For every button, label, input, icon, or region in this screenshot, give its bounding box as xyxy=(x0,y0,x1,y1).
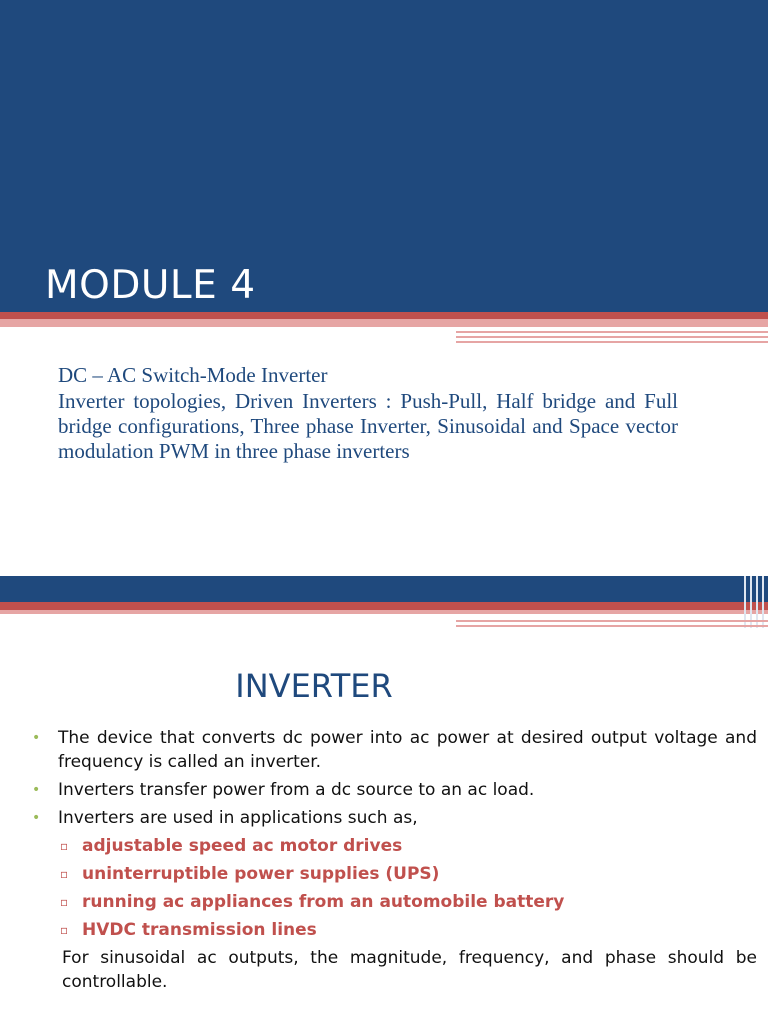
list-item xyxy=(32,726,757,774)
bullet-text: Inverters transfer power from a dc source to an ac load. xyxy=(58,780,535,800)
bullet-icon: • xyxy=(32,730,41,746)
slide-title: INVERTER xyxy=(235,667,393,705)
square-bullet-icon: ▫ xyxy=(60,839,69,853)
sub-list-item xyxy=(32,834,757,858)
bullet-icon: • xyxy=(32,782,41,798)
topics-text: Inverter topologies, Driven Inverters : Push-Pull, Half bridge and Full bridge configurations, Three phase Inverter, Sinusoidal and Space vector modulation PWM in three phase inverters xyxy=(58,389,678,463)
bullet-icon: • xyxy=(32,810,41,826)
application-text: HVDC transmission lines xyxy=(82,920,317,940)
square-bullet-icon: ▫ xyxy=(60,867,69,881)
decor-stripe xyxy=(456,341,768,343)
sub-list-item xyxy=(32,918,757,942)
square-bullet-icon: ▫ xyxy=(60,895,69,909)
application-text: running ac appliances from an automobile battery xyxy=(82,892,565,912)
accent-band-pink xyxy=(0,610,768,614)
bullet-list xyxy=(32,726,757,994)
list-item xyxy=(32,778,757,802)
slide-inverter xyxy=(0,574,768,1024)
application-text: adjustable speed ac motor drives xyxy=(82,836,403,856)
decor-stripe xyxy=(456,336,768,338)
subtitle: DC – AC Switch-Mode Inverter xyxy=(58,363,328,387)
decor-stripe xyxy=(456,331,768,333)
bullet-text: The device that converts dc power into ac power at desired output voltage and frequency is called an inverter. xyxy=(58,728,757,772)
closing-paragraph: For sinusoidal ac outputs, the magnitude, frequency, and phase should be controllable. xyxy=(62,948,757,992)
sub-list-item xyxy=(32,862,757,886)
slide-title: MODULE 4 xyxy=(45,263,256,308)
slide-body xyxy=(58,362,678,464)
accent-band-pink xyxy=(0,319,768,327)
sub-list-item xyxy=(32,890,757,914)
square-bullet-icon: ▫ xyxy=(60,923,69,937)
accent-band-red xyxy=(0,602,768,610)
list-item xyxy=(32,806,757,830)
application-text: uninterruptible power supplies (UPS) xyxy=(82,864,440,884)
decor-stripe xyxy=(456,625,768,627)
top-banner xyxy=(0,576,768,602)
title-banner xyxy=(0,0,768,312)
decor-stripe xyxy=(456,620,768,622)
bullet-text: Inverters are used in applications such as, xyxy=(58,808,418,828)
